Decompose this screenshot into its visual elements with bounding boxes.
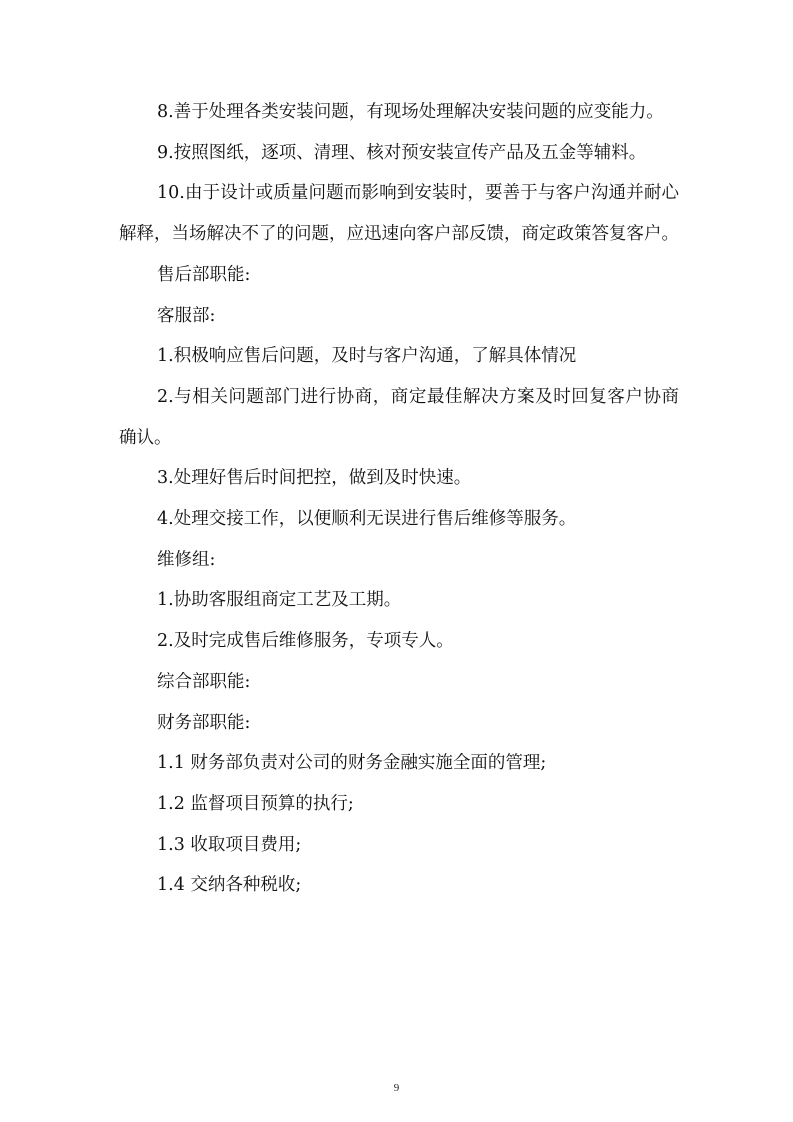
document-body	[119, 92, 679, 906]
paragraph-install-8: 8.善于处理各类安装问题，有现场处理解决安装问题的应变能力。	[157, 102, 664, 122]
heading-repair-group: 维修组:	[157, 549, 216, 570]
paragraph-finance-1-4: 1.4 交纳各种税收;	[157, 875, 302, 896]
paragraph-repair-2: 2.及时完成售后维修服务，专项专人。	[157, 631, 454, 652]
paragraph-install-9: 9.按照图纸，逐项、清理、核对预安装宣传产品及五金等辅料。	[157, 142, 647, 163]
heading-general-dept: 综合部职能:	[157, 671, 251, 692]
paragraph-repair-1: 1.协助客服组商定工艺及工期。	[157, 590, 402, 611]
paragraph-finance-1-2: 1.2 监督项目预算的执行;	[157, 793, 354, 814]
paragraph-cs-3: 3.处理好售后时间把控，做到及时快速。	[157, 468, 472, 489]
heading-customer-service: 客服部:	[157, 305, 216, 326]
heading-after-sales: 售后部职能:	[157, 264, 251, 285]
paragraph-finance-1-1: 1.1 财务部负责对公司的财务金融实施全面的管理;	[157, 753, 547, 774]
paragraph-install-10: 10.由于设计或质量问题而影响到安装时，要善于与客户沟通并耐心解释，当场解决不了的问题，应迅速向客户部反馈，商定政策答复客户。	[119, 183, 679, 245]
paragraph-cs-4: 4.处理交接工作，以便顺利无误进行售后维修等服务。	[157, 509, 577, 530]
paragraph-cs-2: 2.与相关问题部门进行协商，商定最佳解决方案及时回复客户协商确认。	[119, 386, 679, 448]
paragraph-finance-1-3: 1.3 收取项目费用;	[157, 834, 302, 855]
heading-finance-dept: 财务部职能:	[157, 712, 251, 733]
page-number: 9	[393, 1082, 400, 1094]
paragraph-cs-1: 1.积极响应售后问题，及时与客户沟通，了解具体情况	[157, 346, 577, 367]
